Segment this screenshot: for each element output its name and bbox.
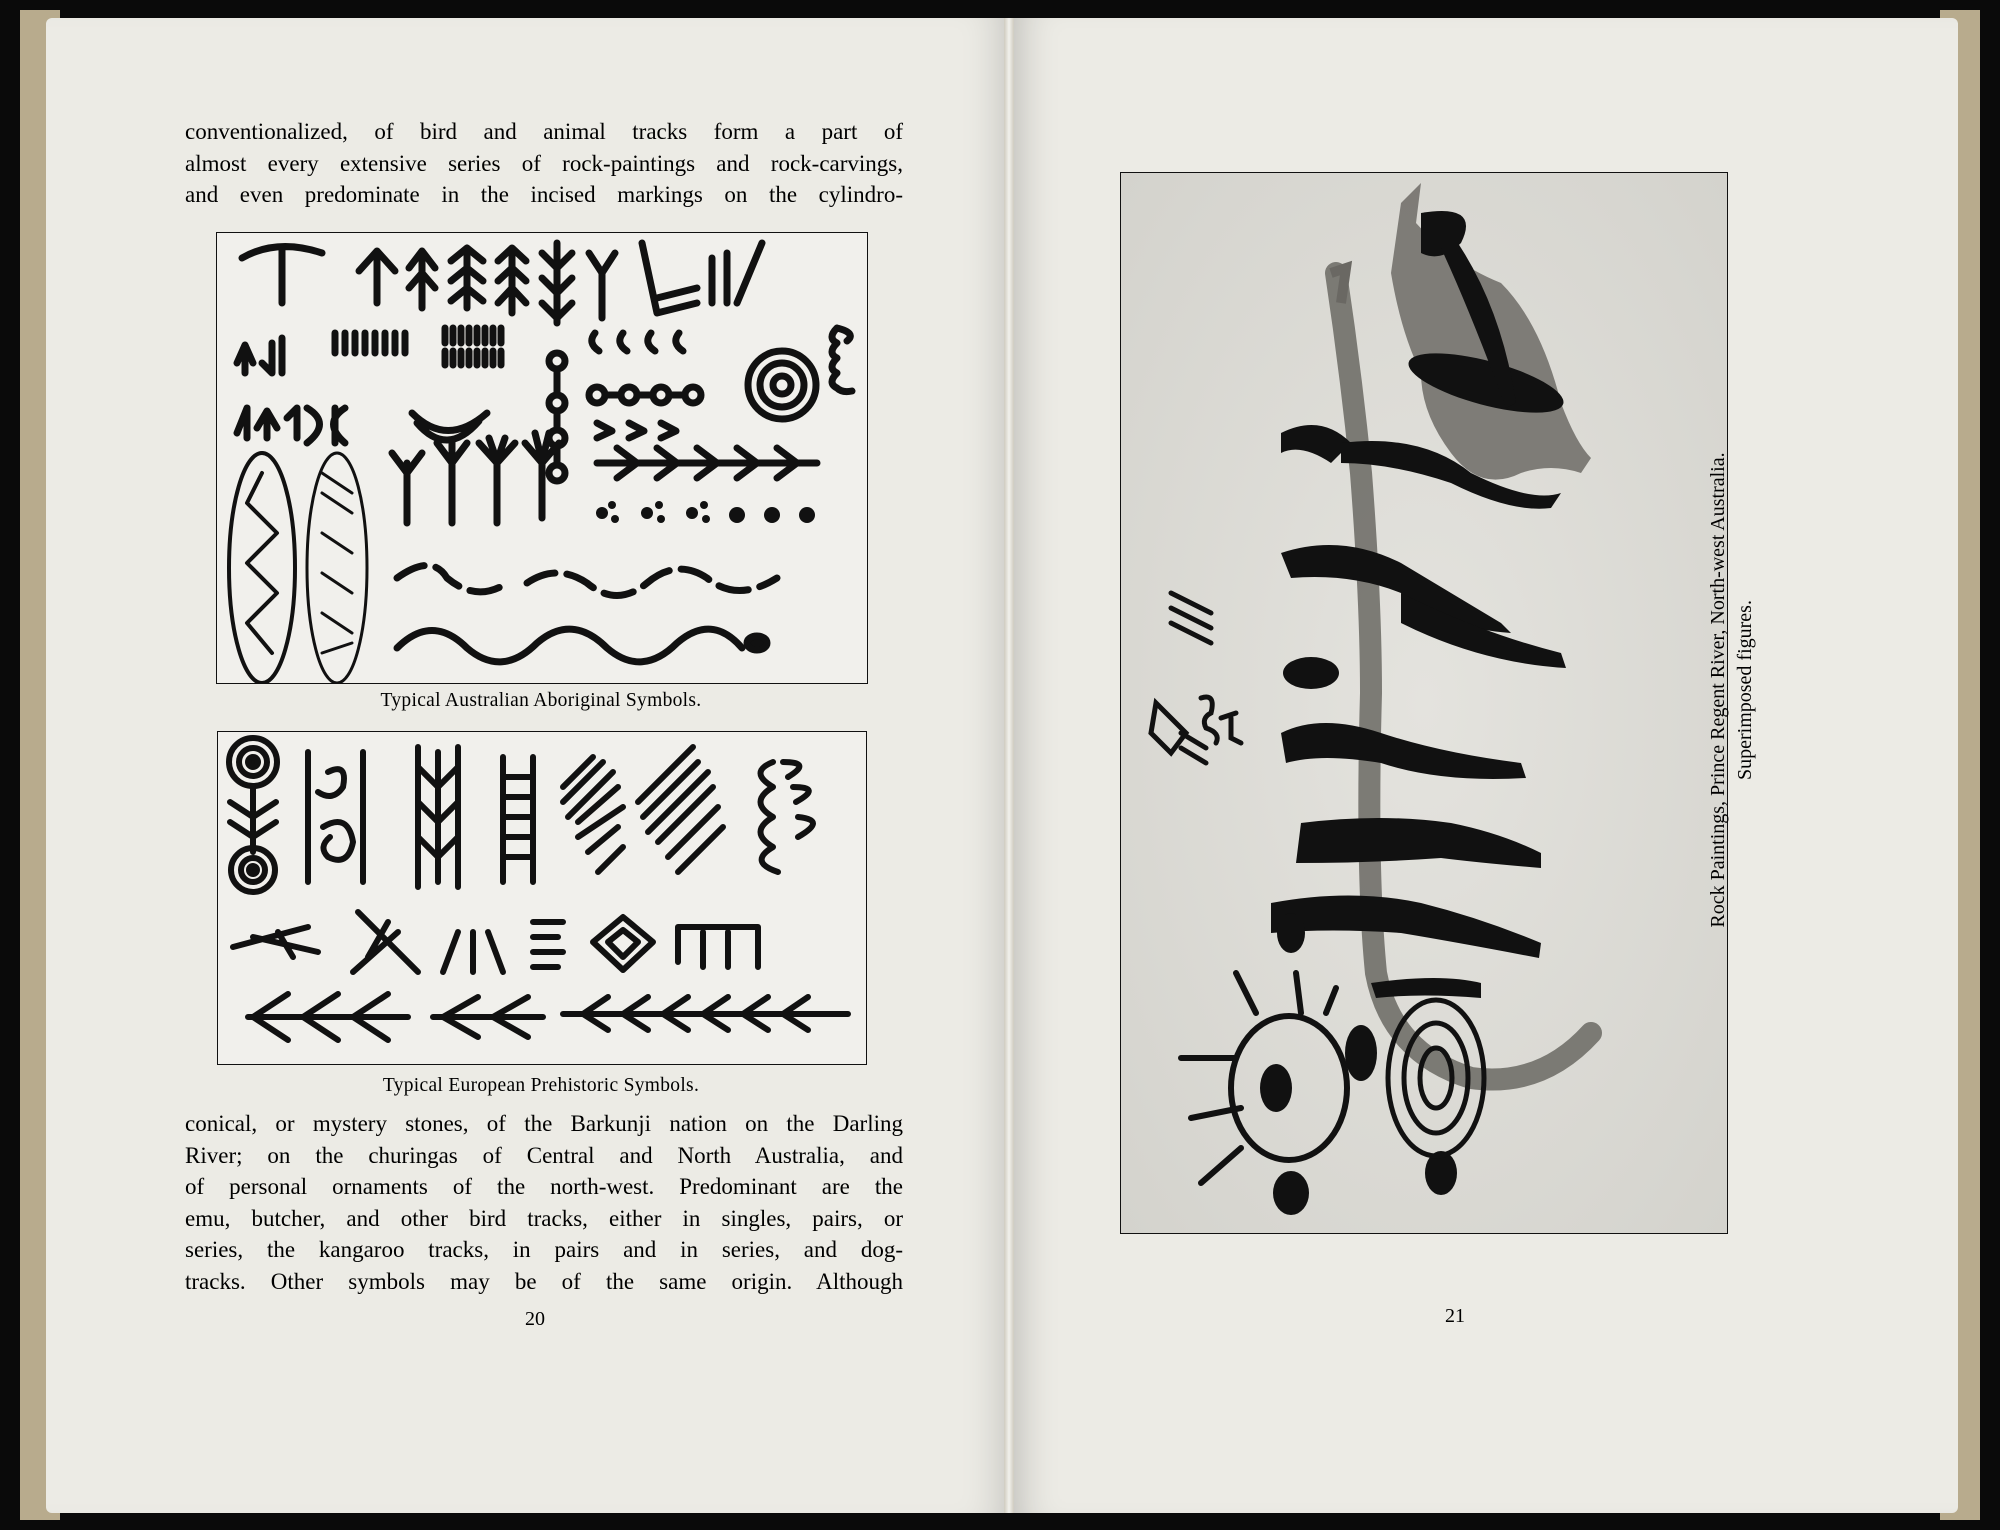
text-line: almost every extensive series of rock-paintings and rock-carvings,	[185, 150, 903, 176]
text-line: of personal ornaments of the north-west. Predominant are the	[185, 1174, 903, 1199]
figure1-caption: Typical Australian Aboriginal Symbols.	[380, 690, 702, 711]
book-gutter	[1004, 18, 1014, 1513]
figure2-caption: Typical European Prehistoric Symbols.	[382, 1075, 700, 1096]
plate-caption	[1705, 320, 1759, 1060]
australian-symbols-illustration	[217, 233, 867, 683]
text-line: emu, butcher, and other bird tracks, either in singles, pairs, or	[185, 1205, 903, 1231]
rock-painting-plate	[1120, 172, 1728, 1234]
figure-european-symbols	[217, 731, 867, 1065]
text-line: conical, or mystery stones, of the Barkunji nation on the Darling	[185, 1111, 903, 1136]
plate-caption-line1: Rock Paintings, Prince Regent River, North-west Australia.	[1707, 452, 1729, 928]
text-line: tracks. Other symbols may be of the same origin. Although	[185, 1268, 903, 1294]
figure-australian-symbols	[216, 232, 868, 684]
top-paragraph	[185, 116, 903, 211]
plate-caption-line2: Superimposed figures.	[1734, 600, 1756, 780]
european-symbols-illustration	[218, 732, 866, 1064]
text-line: and even predominate in the incised markings on the cylindro-	[185, 182, 903, 207]
text-line: conventionalized, of bird and animal tracks form a part of	[185, 119, 903, 144]
text-line: series, the kangaroo tracks, in pairs and in series, and dog-	[185, 1237, 903, 1262]
page-number-right: 21	[1445, 1305, 1465, 1327]
rock-painting-illustration	[1121, 173, 1727, 1233]
text-line: River; on the churingas of Central and North Australia, and	[185, 1142, 903, 1168]
page-number-left: 20	[525, 1308, 545, 1330]
bottom-paragraph	[185, 1108, 903, 1297]
